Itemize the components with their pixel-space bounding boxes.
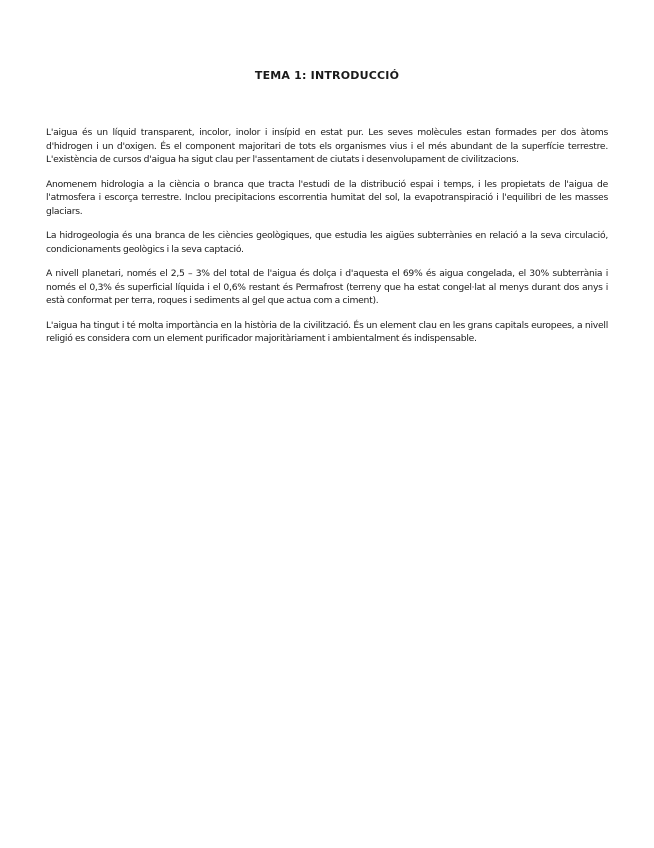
paragraph-planetary-water: A nivell planetari, només el 2,5 – 3% del total de l'aigua és dolça i d'aquesta el 69% és aigua congelada, el 30% subterrània i només el 0,3% és superficial líquida i el 0,6% restant és Permafrost (terreny que ha estat congel·lat al menys durant dos anys i està conformat per terra, roques i sediments al gel que actua com a ciment).: [46, 268, 608, 306]
paragraph-water-importance: L'aigua ha tingut i té molta importància en la història de la civilització. És un element clau en les grans capitals europees, a nivell religió es considera com un element purificador majoritàriament i ambientalment és indispensable.: [46, 319, 608, 344]
paragraph-water-definition: L'aigua és un líquid transparent, incolor, inolor i insípid en estat pur. Les seves molècules estan formades per dos àtoms d'hidrogen i un d'oxigen. És el component majoritari de tots els organismes vius i el més abundant de la superfície terrestre. L'existència de cursos d'aigua ha sigut clau per l'assentament de ciutats i desenvolupament de civilitzacions.: [46, 127, 608, 165]
paragraph-hydrology: Anomenem hidrologia a la ciència o branca que tracta l'estudi de la distribució espai i temps, i les propietats de l'aigua de l'atmosfera i escorça terrestre. Inclou precipitacions escorrentia humitat del sol, la evapotranspiració i l'equilibri de les masses glaciars.: [46, 178, 608, 217]
paragraph-hydrogeology: La hidrogeologia és una branca de les ciències geològiques, que estudia les aigües subterrànies en relació a la seva circulació, condicionaments geològics i la seva captació.: [46, 230, 608, 255]
page-title: TEMA 1: INTRODUCCIÓ: [254, 69, 400, 82]
